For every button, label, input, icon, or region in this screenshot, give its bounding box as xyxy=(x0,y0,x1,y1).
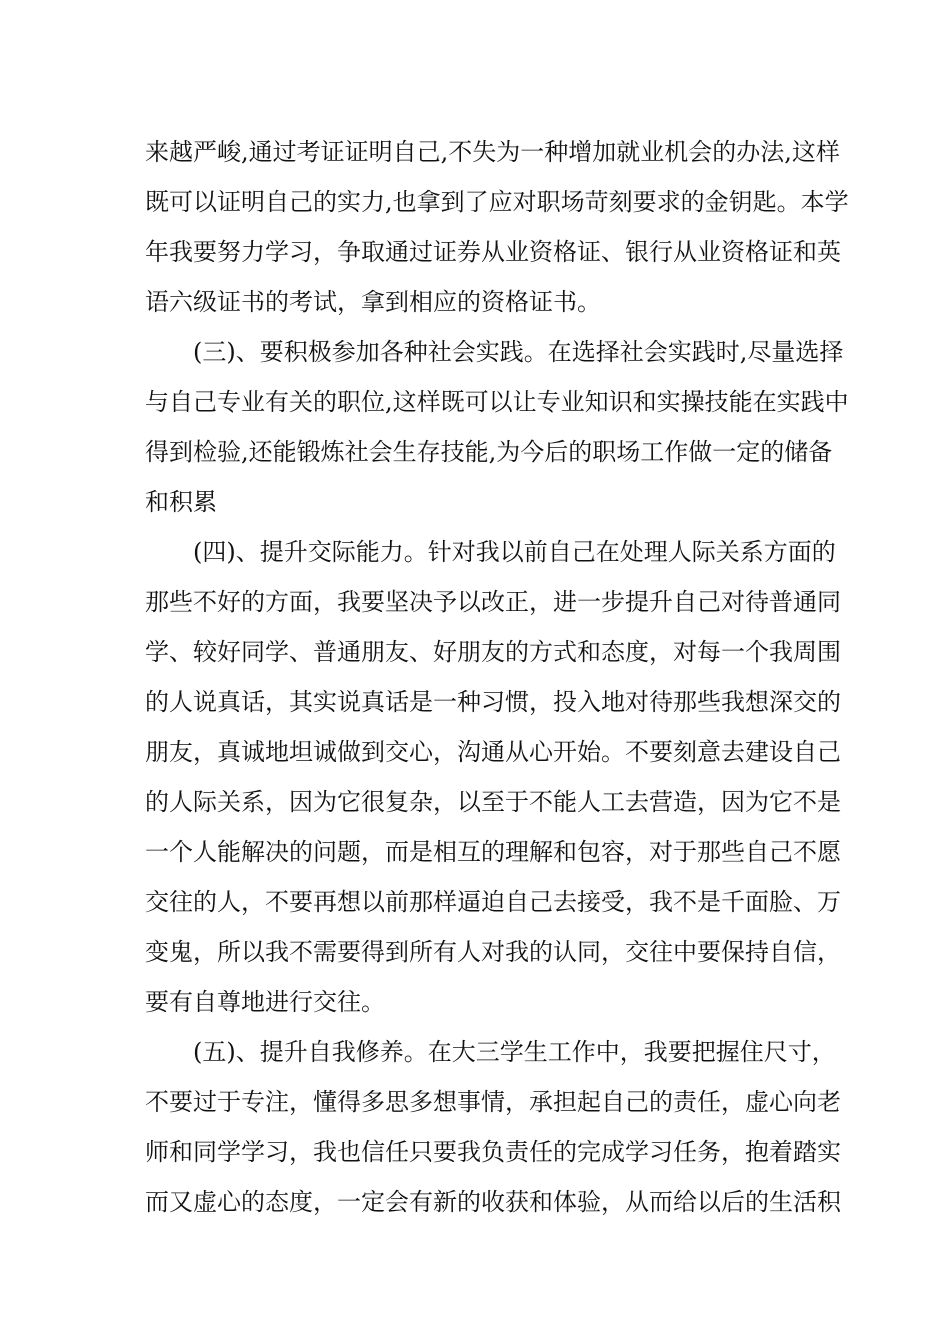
text-line: 得到检验,还能锻炼社会生存技能,为今后的职场工作做一定的储备 xyxy=(145,438,833,466)
paragraph-heading-line: (三)、要积极参加各种社会实践。在选择社会实践时,尽量选择 xyxy=(193,338,844,366)
text-line: 与自己专业有关的职位,这样既可以让专业知识和实操技能在实践中 xyxy=(145,388,849,416)
text-line: 年我要努力学习，争取通过证券从业资格证、银行从业资格证和英 xyxy=(145,238,841,266)
text-line: 的人际关系，因为它很复杂，以至于不能人工去营造，因为它不是 xyxy=(145,788,841,816)
text-line: 一个人能解决的问题，而是相互的理解和包容，对于那些自己不愿 xyxy=(145,838,841,866)
paragraph-heading-line: (五)、提升自我修养。在大三学生工作中，我要把握住尺寸， xyxy=(193,1038,836,1066)
paragraph-heading-line: (四)、提升交际能力。针对我以前自己在处理人际关系方面的 xyxy=(193,538,836,566)
text-line: 和积累 xyxy=(145,488,217,516)
text-line: 来越严峻,通过考证证明自己,不失为一种增加就业机会的办法,这样 xyxy=(145,138,840,166)
text-line: 要有自尊地进行交往。 xyxy=(145,988,385,1016)
text-line: 而又虚心的态度，一定会有新的收获和体验，从而给以后的生活积 xyxy=(145,1188,841,1216)
text-line: 语六级证书的考试，拿到相应的资格证书。 xyxy=(145,288,601,316)
text-line: 的人说真话，其实说真话是一种习惯，投入地对待那些我想深交的 xyxy=(145,688,841,716)
text-line: 既可以证明自己的实力,也拿到了应对职场苛刻要求的金钥匙。本学 xyxy=(145,188,849,216)
text-line: 师和同学学习，我也信任只要我负责任的完成学习任务，抱着踏实 xyxy=(145,1138,841,1166)
text-line: 交往的人，不要再想以前那样逼迫自己去接受，我不是千面脸、万 xyxy=(145,888,841,916)
text-line: 那些不好的方面，我要坚决予以改正，进一步提升自己对待普通同 xyxy=(145,588,841,616)
text-line: 不要过于专注，懂得多思多想事情，承担起自己的责任，虚心向老 xyxy=(145,1088,841,1116)
text-line: 朋友，真诚地坦诚做到交心，沟通从心开始。不要刻意去建设自己 xyxy=(145,738,841,766)
text-line: 变鬼，所以我不需要得到所有人对我的认同，交往中要保持自信， xyxy=(145,938,841,966)
text-line: 学、较好同学、普通朋友、好朋友的方式和态度，对每一个我周围 xyxy=(145,638,841,666)
